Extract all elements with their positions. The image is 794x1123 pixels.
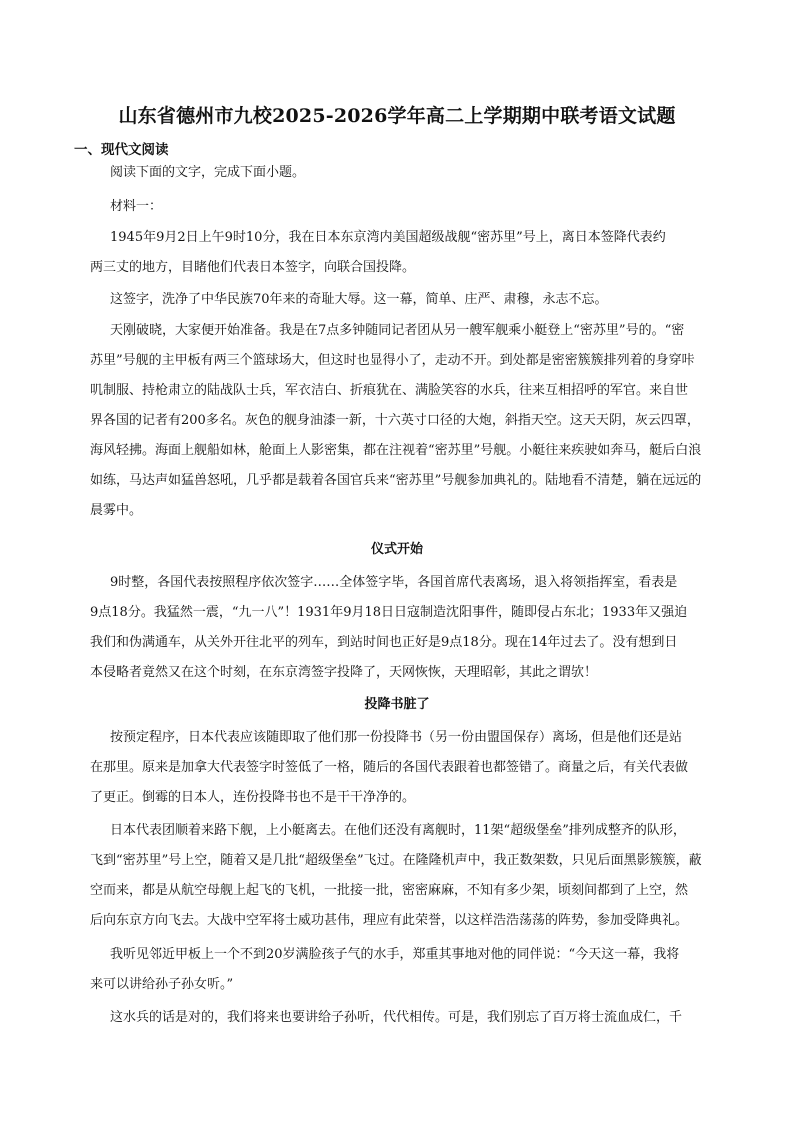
text-line: 飞到“密苏里”号上空，随着又是几批“超级堡垒”飞过。在隆隆机声中，我正数架数，只见后面黑影簇簇，蔽 [90, 853, 702, 868]
instruction [90, 158, 720, 188]
text-line: 如练，马达声如猛兽怒吼，几乎都是载着各国官兵来“密苏里”号舰参加典礼的。陆地看不清楚，躺在远远的 [90, 473, 702, 488]
text-line: 苏里”号舰的主甲板有两三个篮球场大，但这时也显得小了，走动不开。到处都是密密簇簇排列着的身穿咔 [90, 353, 695, 368]
paragraph [90, 568, 720, 688]
text-line: 日本代表团顺着来路下舰，上小艇离去。在他们还没有离舰时，11架“超级堡垒”排列成整齐的队形， [110, 823, 686, 838]
text-line: 这水兵的话是对的，我们将来也要讲给子孙听，代代相传。可是，我们别忘了百万将士流血成仁，千 [110, 1010, 683, 1025]
paragraph [90, 285, 720, 315]
text-line: 界各国的记者有200多名。灰色的舰身油漆一新，十六英寸口径的大炮，斜指天空。这天天阴，灰云四罩， [90, 413, 700, 428]
text-line: 我们和伪满通车，从关外开往北平的列车，到站时间也正好是9点18分。现在14年过去了。没有想到日 [90, 635, 678, 650]
paragraph [90, 1003, 720, 1033]
paragraph [90, 316, 720, 526]
paragraph [90, 816, 720, 936]
text-line: 这签字，洗净了中华民族70年来的奇耻大辱。这一幕，简单、庄严、肃穆，永志不忘。 [110, 292, 608, 307]
text-line: 后向东京方向飞去。大战中空军将士威功甚伟，理应有此荣誉，以这样浩浩荡荡的阵势，参加受降典礼。 [90, 913, 689, 928]
text-line: 在那里。原来是加拿大代表签字时签低了一格，随后的各国代表跟着也都签错了。商量之后，有关代表做 [90, 760, 689, 775]
text-line: 海风轻拂。海面上舰船如林，舱面上人影密集，都在注视着“密苏里”号舰。小艇往来疾驶如奔马，艇后白浪 [90, 443, 702, 458]
document-title: 山东省德州市九校2025-2026学年高二上学期期中联考语文试题 [118, 105, 676, 127]
text-line: 晨雾中。 [90, 503, 143, 518]
text-line: 空而来，都是从航空母舰上起飞的飞机，一批接一批，密密麻麻，不知有多少架，顷刻间都到了上空，然 [90, 883, 689, 898]
text-line: 了更正。倒霉的日本人，连份投降书也不是干干净净的。 [90, 790, 416, 805]
text-line: 本侵略者竟然又在这个时刻，在东京湾签字投降了，天网恢恢，天理昭彰，其此之谓欤！ [90, 665, 598, 680]
paragraph [90, 723, 720, 813]
text-line: 9时整，各国代表按照程序依次签字……全体签字毕，各国首席代表离场，退入将领指挥室，看表是 [110, 575, 678, 590]
text-line: 我听见邻近甲板上一个不到20岁满脸孩子气的水手，郑重其事地对他的同伴说：“今天这一幕，我将 [110, 947, 680, 962]
text-line: 天刚破晓，大家便开始准备。我是在7点多钟随同记者团从另一艘军舰乘小艇登上“密苏里”号的。“密 [110, 323, 685, 338]
text-line: 叽制服、持枪肃立的陆战队士兵，军衣洁白、折痕犹在、满脸笑容的水兵，往来互相招呼的军官。来自世 [90, 383, 689, 398]
text-line: 来可以讲给孙子孙女听。” [90, 977, 234, 992]
instruction-line: 阅读下面的文字，完成下面小题。 [110, 165, 306, 180]
subheading-surrender-document: 投降书脏了 [364, 697, 430, 712]
text-line: 两三丈的地方，目睹他们代表日本签字，向联合国投降。 [90, 260, 416, 275]
section-heading: 一、现代文阅读 [74, 142, 169, 158]
material-label-line: 材料一： [110, 199, 163, 214]
subheading-ceremony: 仪式开始 [370, 542, 423, 557]
text-line: 1945年9月2日上午9时10分，我在日本东京湾内美国超级战舰“密苏里”号上，离日本签降代表约 [110, 230, 666, 245]
text-line: 按预定程序，日本代表应该随即取了他们那一份投降书（另一份由盟国保存）离场，但是他们还是站 [110, 730, 683, 745]
text-line: 9点18分。我猛然一震，“九一八”！1931年9月18日日寇制造沈阳事件，随即侵占东北；1933年又强迫 [90, 605, 688, 620]
paragraph [90, 940, 720, 1000]
material-label [90, 192, 720, 222]
paragraph [90, 223, 720, 283]
